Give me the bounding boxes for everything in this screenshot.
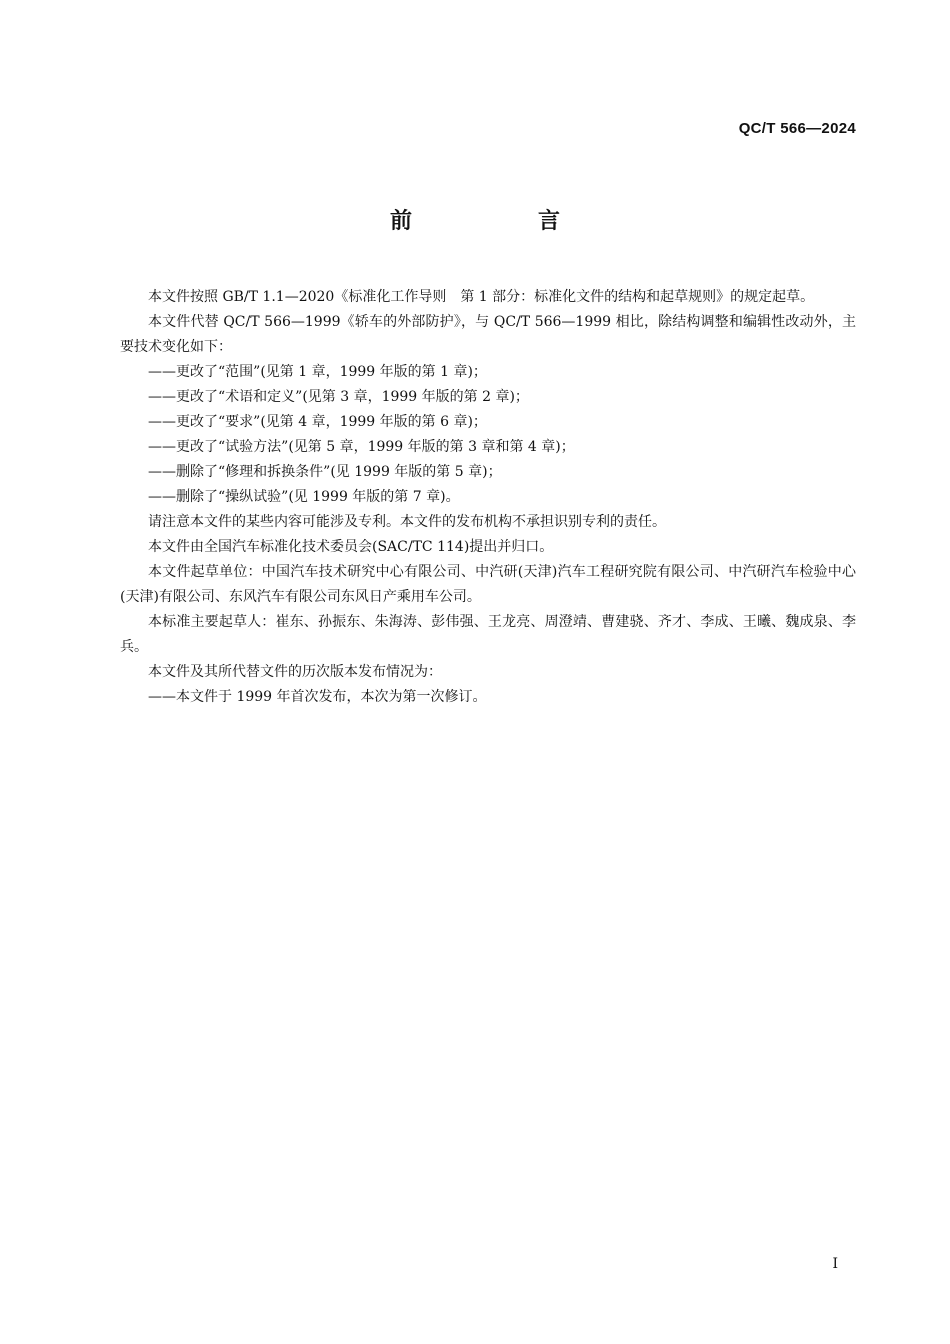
paragraph-drafting-rules: 本文件按照 GB/T 1.1—2020《标准化工作导则 第 1 部分：标准化文件的结构和起草规则》的规定起草。	[148, 289, 815, 305]
paragraph-history: 本文件及其所代替文件的历次版本发布情况为：	[148, 664, 442, 680]
change-item: ——更改了“范围”(见第 1 章，1999 年版的第 1 章)；	[148, 364, 487, 380]
document-code: QC/T 566—2024	[738, 120, 856, 137]
paragraph-replacement: 本文件代替 QC/T 566—1999《轿车的外部防护》，与 QC/T 566—1999 相比，除结构调整和编辑性改动外，主要技术变化如下：	[120, 314, 856, 355]
change-item: ——删除了“修理和拆换条件”(见 1999 年版的第 5 章)；	[148, 464, 502, 480]
paragraph-drafting-units: 本文件起草单位：中国汽车技术研究中心有限公司、中汽研(天津)汽车工程研究院有限公司、中汽研汽车检验中心(天津)有限公司、东风汽车有限公司东风日产乘用车公司。	[120, 564, 856, 605]
foreword-body	[120, 285, 856, 710]
paragraph-drafters: 本标准主要起草人：崔东、孙振东、朱海涛、彭伟强、王龙亮、周澄靖、曹建骁、齐才、李成、王曦、魏成泉、李兵。	[120, 614, 856, 655]
change-item: ——更改了“要求”(见第 4 章，1999 年版的第 6 章)；	[148, 414, 487, 430]
paragraph-proposer: 本文件由全国汽车标准化技术委员会(SAC/TC 114)提出并归口。	[148, 539, 554, 555]
change-item: ——更改了“术语和定义”(见第 3 章，1999 年版的第 2 章)；	[148, 389, 529, 405]
paragraph-patent-notice: 请注意本文件的某些内容可能涉及专利。本文件的发布机构不承担识别专利的责任。	[148, 514, 666, 530]
change-item: ——更改了“试验方法”(见第 5 章，1999 年版的第 3 章和第 4 章)；	[148, 439, 575, 455]
page-number: I	[832, 1256, 838, 1272]
page-title: 前 言	[389, 209, 612, 234]
change-item: ——删除了“操纵试验”(见 1999 年版的第 7 章)。	[148, 489, 460, 505]
history-item: ——本文件于 1999 年首次发布，本次为第一次修订。	[148, 689, 487, 705]
